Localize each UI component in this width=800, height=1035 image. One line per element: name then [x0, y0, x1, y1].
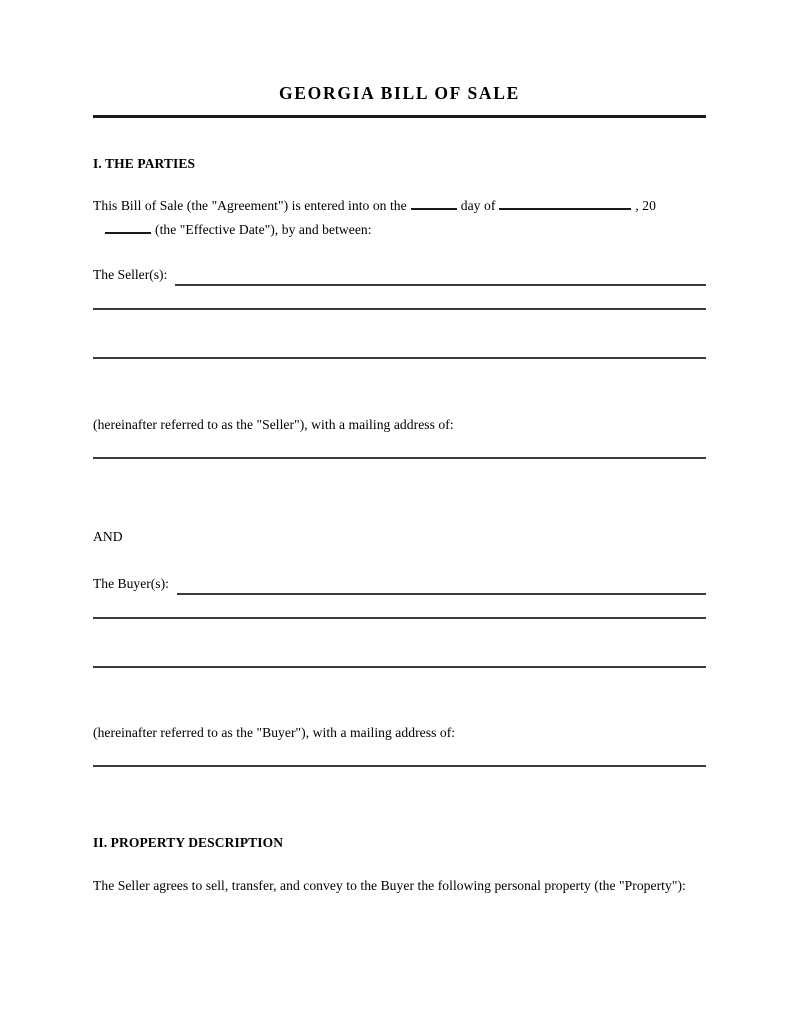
page-title: GEORGIA BILL OF SALE: [279, 83, 520, 103]
month-blank-field[interactable]: [499, 197, 631, 210]
intro-text-part-3: , 20: [635, 198, 656, 214]
title-divider: [93, 115, 706, 118]
buyer-hereinafter-text: (hereinafter referred to as the "Buyer"), with a mailing address of:: [93, 725, 456, 741]
seller-hereinafter-text: (hereinafter referred to as the "Seller"), with a mailing address of:: [93, 417, 454, 433]
property-description-paragraph: The Seller agrees to sell, transfer, and convey to the Buyer the following personal property (the "Property"):: [93, 877, 686, 893]
seller-name-input[interactable]: [175, 267, 706, 286]
buyer-name-row: [93, 573, 706, 595]
day-blank-field[interactable]: [411, 197, 457, 210]
year-blank-field[interactable]: [105, 221, 151, 234]
buyer-label: The Buyer(s):: [93, 576, 169, 592]
intro-text-part-4: (the "Effective Date"), by and between:: [155, 222, 372, 238]
seller-name-row: [93, 264, 706, 286]
document-content: [93, 0, 706, 898]
parties-conjunction: AND: [93, 529, 123, 545]
intro-text-part-1: This Bill of Sale (the "Agreement") is entered into on the: [93, 198, 407, 214]
parties-intro-paragraph: [93, 194, 706, 242]
intro-text-part-2: day of: [460, 198, 496, 214]
section-heading-property-description: II. PROPERTY DESCRIPTION: [93, 835, 284, 851]
buyer-name-input[interactable]: [177, 576, 706, 595]
section-heading-parties: I. THE PARTIES: [93, 156, 196, 172]
seller-label: The Seller(s):: [93, 267, 168, 283]
